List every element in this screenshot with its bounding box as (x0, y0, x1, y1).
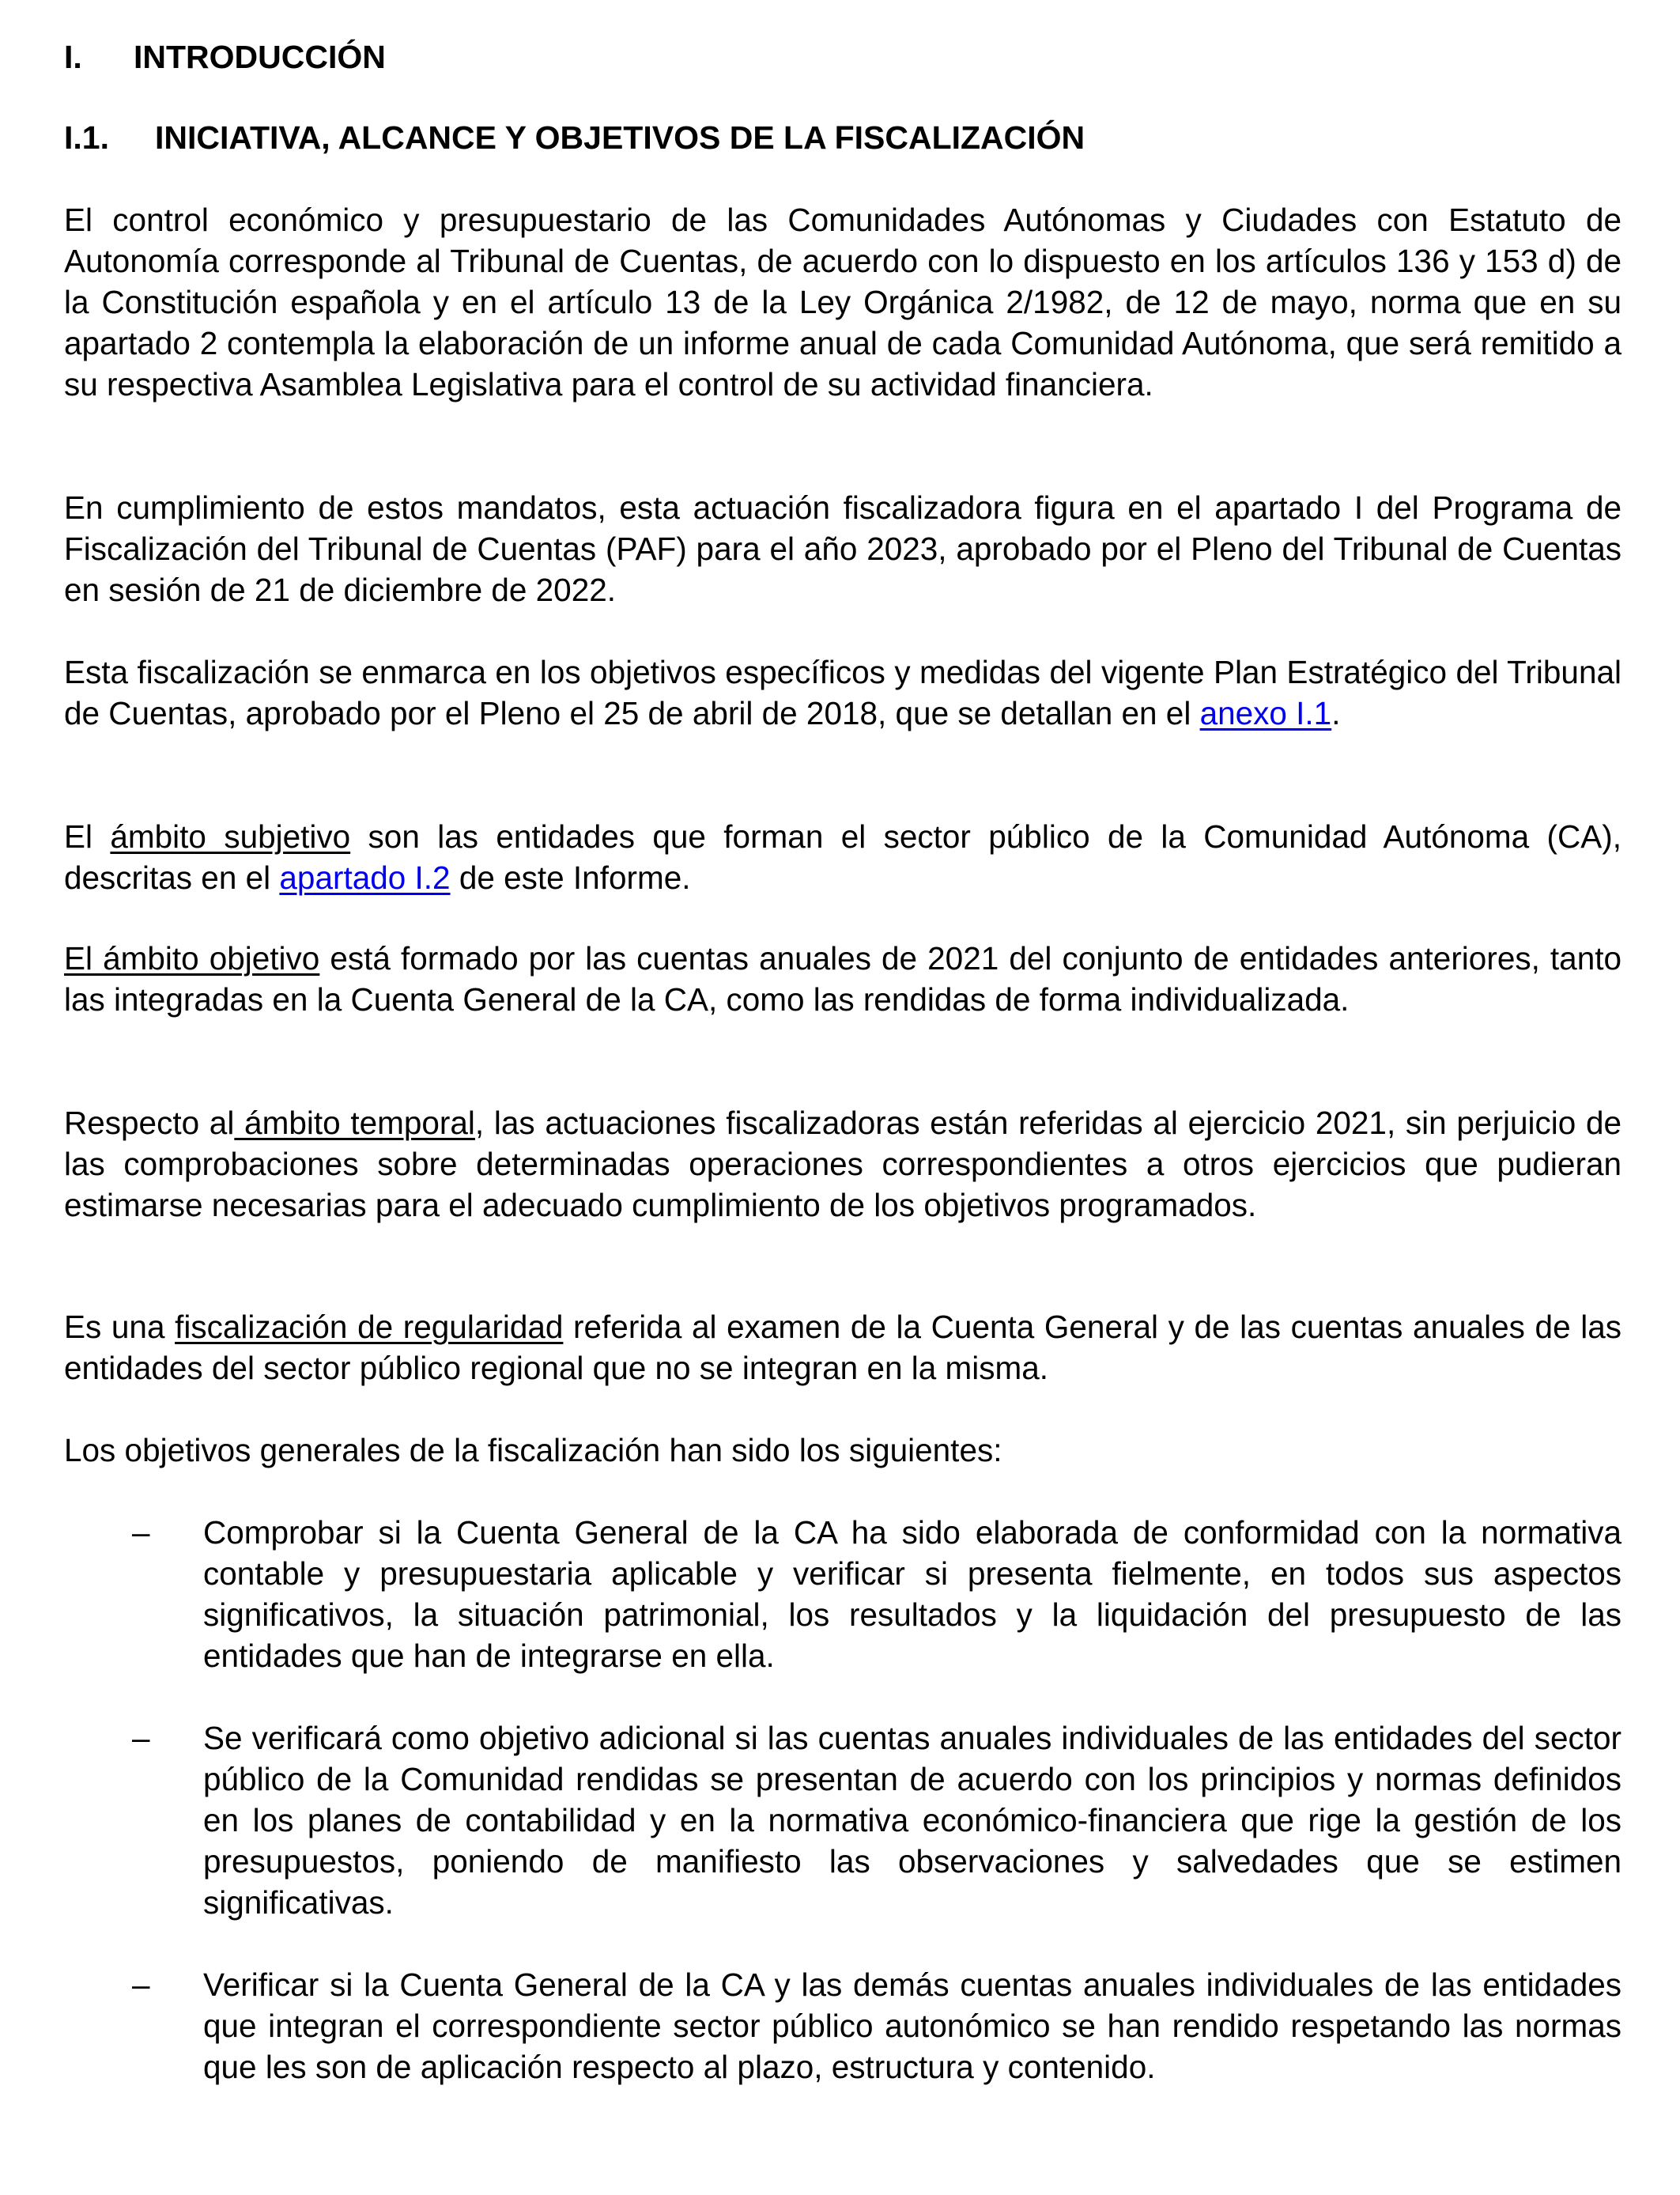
objective-list-item (64, 1512, 1621, 1676)
objective-text: Se verificará como objetivo adicional si las cuentas anuales individuales de las entidades del sector público de la Comunidad rendidas se presentan de acuerdo con los principios y normas definidos en los planes de contabilidad y en la normativa económico-financiera que rige la gestión de los presupuestos, poniendo de manifiesto las observaciones y salvedades que se estimen significativas. (203, 1720, 1621, 1921)
objective-text: Comprobar si la Cuenta General de la CA ha sido elaborada de conformidad con la normativa contable y presupuestaria aplicable y verificar si presenta fielmente, en todos sus aspectos significativos, la situación patrimonial, los resultados y la liquidación del presupuesto de las entidades que han de integrarse en ella. (203, 1514, 1621, 1674)
paragraph-ambito-objetivo (64, 938, 1621, 1020)
dash-bullet-icon: – (132, 1966, 150, 2003)
chapter-heading (64, 36, 386, 77)
paragraph-text: Respecto al (64, 1105, 235, 1141)
paragraph-text: son las entidades que forman el sector público de la Comunidad Autónoma (CA), descritas en el (64, 818, 1622, 896)
dash-bullet-icon: – (132, 1720, 150, 1756)
term-ambito-objetivo: El ámbito objetivo (64, 940, 320, 977)
dash-bullet-icon: – (132, 1514, 150, 1551)
section-title: INICIATIVA, ALCANCE Y OBJETIVOS DE LA FISCALIZACIÓN (155, 119, 1085, 156)
paragraph-cumplimiento-mandatos: En cumplimiento de estos mandatos, esta actuación fiscalizadora figura en el apartado I del Programa de Fiscalización del Tribunal de Cuentas (PAF) para el año 2023, aprobado por el Pleno del Tribunal de Cuentas en sesión de 21 de diciembre de 2022. (64, 489, 1621, 608)
term-fiscalizacion-regularidad: fiscalización de regularidad (175, 1309, 564, 1345)
paragraph-ambito-temporal (64, 1102, 1621, 1226)
paragraph-text: de este Informe. (450, 859, 691, 896)
chapter-number: I. (64, 39, 82, 75)
objective-list-item (64, 1717, 1621, 1923)
anexo-i1-link[interactable]: anexo I.1 (1199, 695, 1332, 731)
apartado-i2-link[interactable]: apartado I.2 (279, 859, 451, 896)
paragraph-ambito-subjetivo (64, 816, 1621, 898)
paragraph-fiscalizacion-regularidad (64, 1306, 1621, 1388)
term-ambito-subjetivo: ámbito subjetivo (110, 818, 351, 855)
paragraph-text: está formado por las cuentas anuales de 2021 del conjunto de entidades anteriores, tanto las integradas en la Cuenta General de la CA, como las rendidas de forma individualizada. (64, 940, 1622, 1018)
paragraph-text: Esta fiscalización se enmarca en los objetivos específicos y medidas del vigente Plan Estratégico del Tribunal de Cuentas, aprobado por el Pleno el 25 de abril de 2018, que se detallan en el (64, 654, 1621, 731)
term-ambito-temporal: ámbito temporal (234, 1105, 475, 1141)
paragraph-text: , las actuaciones fiscalizadoras están referidas al ejercicio 2021, sin perjuicio de las comprobaciones sobre determinadas operaciones correspondientes a otros ejercicios que pudieran estimarse necesarias para el adecuado cumplimiento de los objetivos programados. (64, 1105, 1622, 1223)
section-number: I.1. (64, 119, 109, 156)
paragraph-objetivos-intro: Los objetivos generales de la fiscalización han sido los siguientes: (64, 1432, 1002, 1468)
paragraph-control-economico: El control económico y presupuestario de las Comunidades Autónomas y Ciudades con Estatuto de Autonomía corresponde al Tribunal de Cuentas, de acuerdo con lo dispuesto en los artículos 136 y 153 d) de la Constitución española y en el artículo 13 de la Ley Orgánica 2/1982, de 12 de mayo, norma que en su apartado 2 contempla la elaboración de un informe anual de cada Comunidad Autónoma, que será remitido a su respectiva Asamblea Legislativa para el control de su actividad financiera. (64, 202, 1621, 402)
objective-list-item (64, 1964, 1621, 2087)
section-heading (64, 117, 1085, 158)
paragraph-text: referida al examen de la Cuenta General y de las cuentas anuales de las entidades del sector público regional que no se integran en la misma. (64, 1309, 1622, 1386)
chapter-title: INTRODUCCIÓN (134, 39, 386, 75)
paragraph-text: El (64, 818, 111, 855)
paragraph-plan-estrategico (64, 652, 1621, 734)
paragraph-text: Es una (64, 1309, 176, 1345)
paragraph-text: . (1331, 695, 1341, 731)
objective-text: Verificar si la Cuenta General de la CA y las demás cuentas anuales individuales de las entidades que integran el correspondiente sector público autonómico se han rendido respetando las normas que les son de aplicación respecto al plazo, estructura y contenido. (203, 1966, 1621, 2085)
